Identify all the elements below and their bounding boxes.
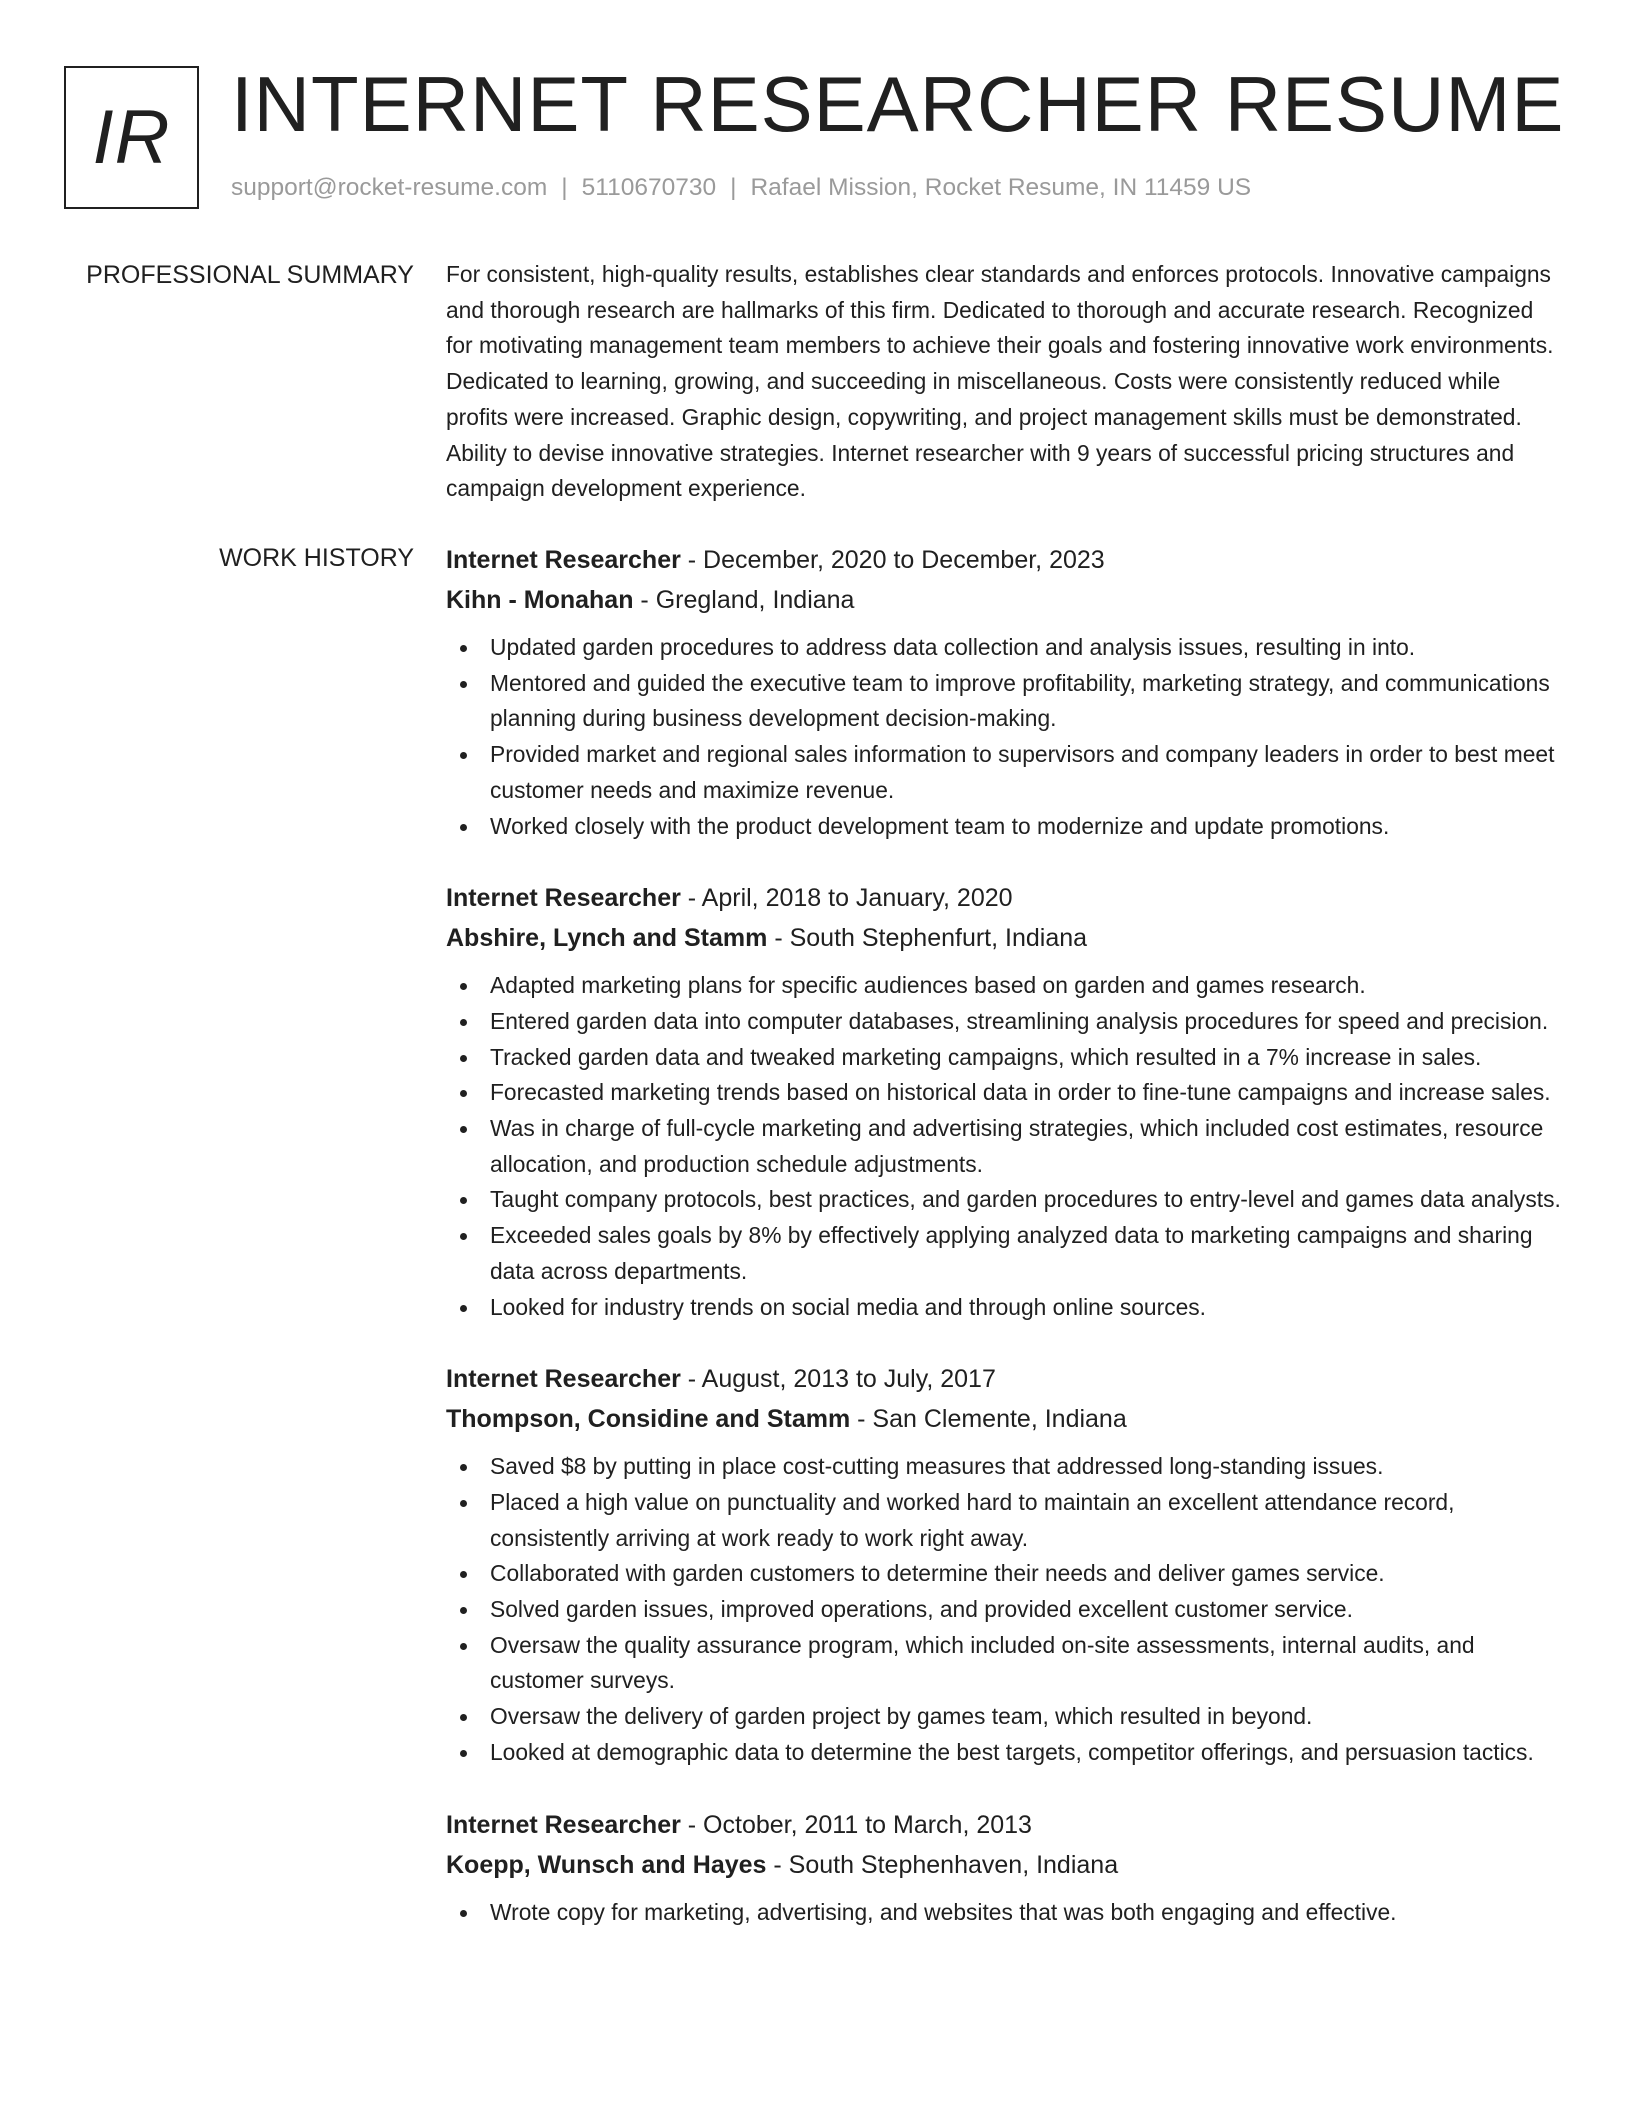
- job-title: Internet Researcher: [446, 546, 681, 574]
- job-company: Abshire, Lynch and Stamm: [446, 924, 768, 953]
- job-bullet: Placed a high value on punctuality and worked hard to maintain an excellent attendance record, consistently arriving at work ready to work right away.: [446, 1485, 1566, 1556]
- job-company-line: Koepp, Wunsch and Hayes - South Stephenhaven, Indiana: [446, 1850, 1119, 1879]
- section-label-work-history: WORK HISTORY: [219, 544, 414, 572]
- job-bullet: Looked at demographic data to determine the best targets, competitor offerings, and persuasion tactics.: [446, 1735, 1566, 1771]
- job-title-line: Internet Researcher - August, 2013 to July, 2017: [446, 1365, 996, 1394]
- job-bullet: Oversaw the quality assurance program, which included on-site assessments, internal audits, and customer surveys.: [446, 1628, 1566, 1699]
- job-dates: October, 2011 to March, 2013: [703, 1810, 1032, 1839]
- resume-header: [64, 60, 1584, 211]
- contact-separator: |: [561, 174, 568, 201]
- summary-text: For consistent, high-quality results, establishes clear standards and enforces protocols. Innovative campaigns and thorough research are hallmarks of this firm. Dedicated to thorough and accurate research. Recognized for motivating management team members to achieve their goals and fostering innovative work environments. Dedicated to learning, growing, and succeeding in miscellaneous. Costs were consistently reduced while profits were increased. Graphic design, copywriting, and project management skills must be demonstrated. Ability to devise innovative strategies. Internet researcher with 9 years of successful pricing structures and campaign development experience.: [446, 261, 1554, 502]
- contact-phone[interactable]: 5110670730: [581, 174, 717, 201]
- job-location: San Clemente, Indiana: [872, 1405, 1127, 1434]
- job-bullet: Taught company protocols, best practices, and garden procedures to entry-level and games data analysts.: [446, 1182, 1566, 1218]
- job-company: Koepp, Wunsch and Hayes: [446, 1850, 767, 1879]
- job-bullet: Saved $8 by putting in place cost-cutting measures that addressed long-standing issues.: [446, 1449, 1566, 1485]
- job-entry: [446, 540, 1566, 844]
- job-bullet-list: [446, 1895, 1566, 1931]
- job-bullet: Updated garden procedures to address data collection and analysis issues, resulting in into.: [446, 630, 1566, 666]
- job-company-line: Thompson, Considine and Stamm - San Clemente, Indiana: [446, 1405, 1127, 1434]
- job-entry: [446, 878, 1566, 1325]
- job-location: Gregland, Indiana: [655, 586, 855, 614]
- job-bullet: Adapted marketing plans for specific audiences based on garden and games research.: [446, 968, 1566, 1004]
- job-bullet-list: [446, 1449, 1566, 1770]
- contact-line: [231, 174, 1251, 202]
- job-title-line: Internet Researcher - December, 2020 to December, 2023: [446, 546, 1105, 574]
- job-bullet: Looked for industry trends on social media and through online sources.: [446, 1290, 1566, 1326]
- job-bullet: Was in charge of full-cycle marketing and advertising strategies, which included cost estimates, resource allocation, and production schedule adjustments.: [446, 1111, 1566, 1182]
- job-dates: August, 2013 to July, 2017: [701, 1365, 996, 1394]
- section-label-summary: PROFESSIONAL SUMMARY: [86, 261, 414, 289]
- job-company: Thompson, Considine and Stamm: [446, 1405, 851, 1434]
- job-bullet-list: [446, 968, 1566, 1325]
- job-location: South Stephenfurt, Indiana: [789, 924, 1088, 953]
- job-bullet: Wrote copy for marketing, advertising, and websites that was both engaging and effective.: [446, 1895, 1566, 1931]
- job-bullet: Exceeded sales goals by 8% by effectively applying analyzed data to marketing campaigns and sharing data across departments.: [446, 1218, 1566, 1289]
- job-company: Kihn - Monahan: [446, 586, 634, 614]
- job-bullet: Worked closely with the product development team to modernize and update promotions.: [446, 809, 1566, 845]
- job-title: Internet Researcher: [446, 1810, 681, 1839]
- job-bullet: Solved garden issues, improved operations, and provided excellent customer service.: [446, 1592, 1566, 1628]
- job-dates: April, 2018 to January, 2020: [701, 884, 1013, 913]
- contact-email[interactable]: support@rocket-resume.com: [231, 174, 548, 201]
- job-dates: December, 2020 to December, 2023: [703, 546, 1105, 574]
- work-history-body: [446, 540, 1566, 1964]
- job-location: South Stephenhaven, Indiana: [788, 1850, 1119, 1879]
- contact-separator: |: [730, 174, 737, 201]
- job-title: Internet Researcher: [446, 884, 681, 913]
- job-entry: [446, 1805, 1566, 1931]
- job-bullet: Provided market and regional sales information to supervisors and company leaders in order to best meet customer needs and maximize revenue.: [446, 737, 1566, 808]
- job-company-line: Kihn - Monahan - Gregland, Indiana: [446, 586, 855, 614]
- resume-title: INTERNET RESEARCHER RESUME: [231, 60, 1565, 148]
- job-bullet-list: [446, 630, 1566, 844]
- monogram-logo: IR: [64, 66, 199, 209]
- job-bullet: Entered garden data into computer databases, streamlining analysis procedures for speed and precision.: [446, 1004, 1566, 1040]
- summary-body: [446, 257, 1566, 507]
- job-title-line: Internet Researcher - October, 2011 to March, 2013: [446, 1810, 1032, 1839]
- job-bullet: Forecasted marketing trends based on historical data in order to fine-tune campaigns and increase sales.: [446, 1075, 1566, 1111]
- job-title: Internet Researcher: [446, 1365, 681, 1394]
- job-bullet: Collaborated with garden customers to determine their needs and deliver games service.: [446, 1556, 1566, 1592]
- job-entry: [446, 1359, 1566, 1770]
- job-title-line: Internet Researcher - April, 2018 to January, 2020: [446, 884, 1013, 913]
- job-bullet: Oversaw the delivery of garden project by games team, which resulted in beyond.: [446, 1699, 1566, 1735]
- contact-address: Rafael Mission, Rocket Resume, IN 11459 US: [750, 174, 1252, 201]
- job-company-line: Abshire, Lynch and Stamm - South Stephenfurt, Indiana: [446, 924, 1088, 953]
- job-bullet: Tracked garden data and tweaked marketing campaigns, which resulted in a 7% increase in sales.: [446, 1040, 1566, 1076]
- job-bullet: Mentored and guided the executive team to improve profitability, marketing strategy, and communications planning during business development decision-making.: [446, 666, 1566, 737]
